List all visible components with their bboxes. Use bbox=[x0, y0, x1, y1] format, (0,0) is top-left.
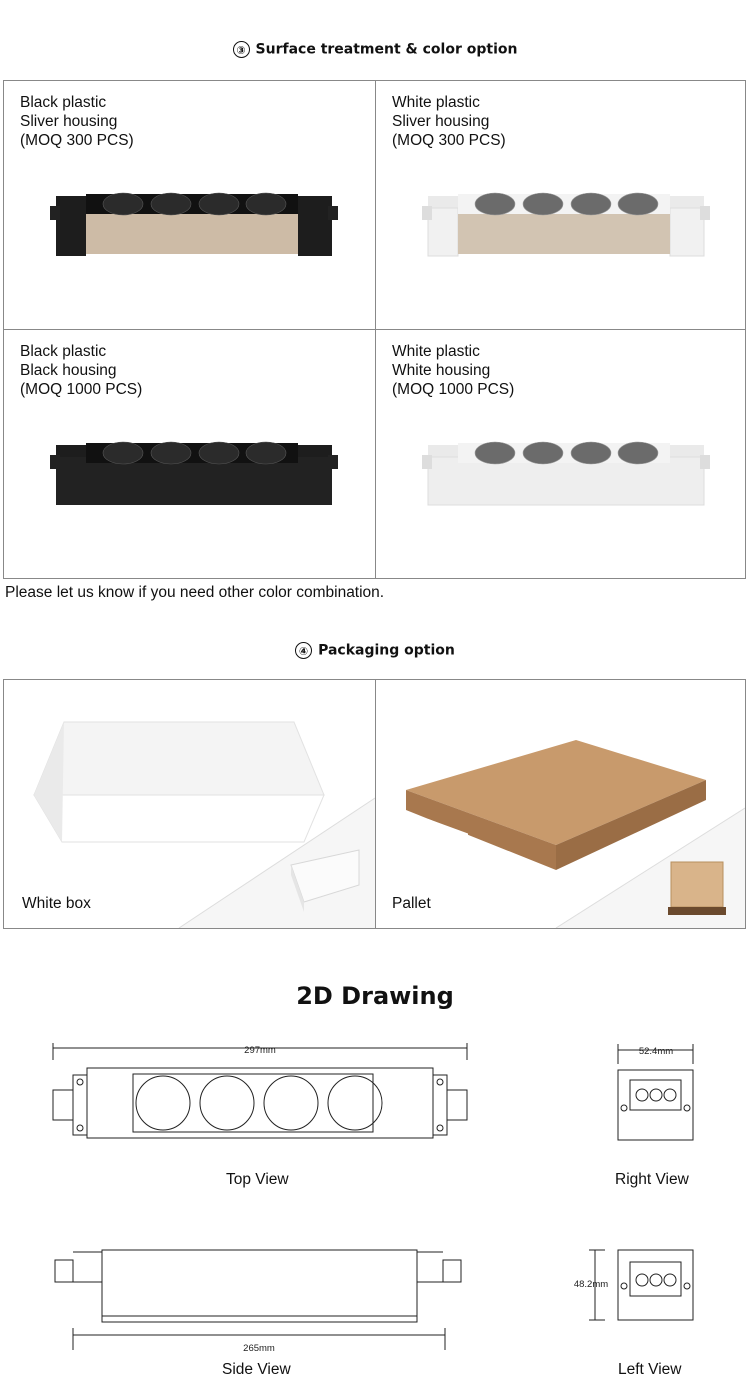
right-view-drawing bbox=[608, 1040, 698, 1145]
white-box-label: White box bbox=[22, 895, 91, 912]
left-height-dim: 48.2mm bbox=[573, 1279, 609, 1290]
left-view-label: Left View bbox=[618, 1361, 682, 1378]
top-view-drawing bbox=[45, 1040, 475, 1145]
option-black-plastic-silver-housing bbox=[3, 80, 376, 330]
section-3-title-text: Surface treatment & color option bbox=[255, 41, 518, 58]
option-white-plastic-white-housing bbox=[375, 329, 746, 579]
right-view-label: Right View bbox=[615, 1171, 689, 1188]
color-combination-note: Please let us know if you need other color combination. bbox=[5, 584, 385, 601]
left-view-drawing bbox=[565, 1240, 700, 1330]
pallet-label: Pallet bbox=[392, 895, 431, 912]
option-black-plastic-black-housing bbox=[3, 329, 376, 579]
option-plastic: White plastic bbox=[392, 94, 480, 111]
option-white-plastic-silver-housing bbox=[375, 80, 746, 330]
option-housing: Sliver housing bbox=[20, 113, 118, 130]
option-label bbox=[20, 93, 134, 150]
section-4-number: ④ bbox=[295, 642, 312, 659]
drawing-title: 2D Drawing bbox=[296, 982, 454, 1010]
right-width-dim: 52.4mm bbox=[638, 1046, 674, 1057]
option-moq: (MOQ 300 PCS) bbox=[392, 132, 506, 149]
top-length-dim: 297mm bbox=[244, 1045, 276, 1056]
side-length-dim: 265mm bbox=[243, 1343, 275, 1354]
option-plastic: White plastic bbox=[392, 343, 480, 360]
packaging-pallet bbox=[375, 679, 746, 929]
socket-strip-black-silver-image bbox=[44, 186, 344, 266]
option-housing: Sliver housing bbox=[392, 113, 490, 130]
section-3-title bbox=[0, 41, 750, 58]
option-label bbox=[20, 342, 142, 399]
section-3-number: ③ bbox=[233, 41, 250, 58]
socket-strip-white-silver-image bbox=[416, 186, 716, 266]
white-box-image bbox=[4, 680, 375, 928]
pallet-image bbox=[376, 680, 745, 928]
section-4-title bbox=[0, 642, 750, 659]
option-moq: (MOQ 1000 PCS) bbox=[20, 381, 143, 398]
option-label bbox=[392, 342, 514, 399]
option-moq: (MOQ 300 PCS) bbox=[20, 132, 134, 149]
section-4-title-text: Packaging option bbox=[318, 642, 455, 659]
socket-strip-white-white-image bbox=[416, 435, 716, 515]
option-moq: (MOQ 1000 PCS) bbox=[392, 381, 515, 398]
option-housing: Black housing bbox=[20, 362, 117, 379]
option-plastic: Black plastic bbox=[20, 343, 107, 360]
top-view-label: Top View bbox=[226, 1171, 289, 1188]
option-plastic: Black plastic bbox=[20, 94, 107, 111]
side-view-drawing bbox=[45, 1240, 475, 1360]
side-view-label: Side View bbox=[222, 1361, 291, 1378]
socket-strip-black-black-image bbox=[44, 435, 344, 515]
option-label bbox=[392, 93, 506, 150]
option-housing: White housing bbox=[392, 362, 491, 379]
packaging-white-box bbox=[3, 679, 376, 929]
